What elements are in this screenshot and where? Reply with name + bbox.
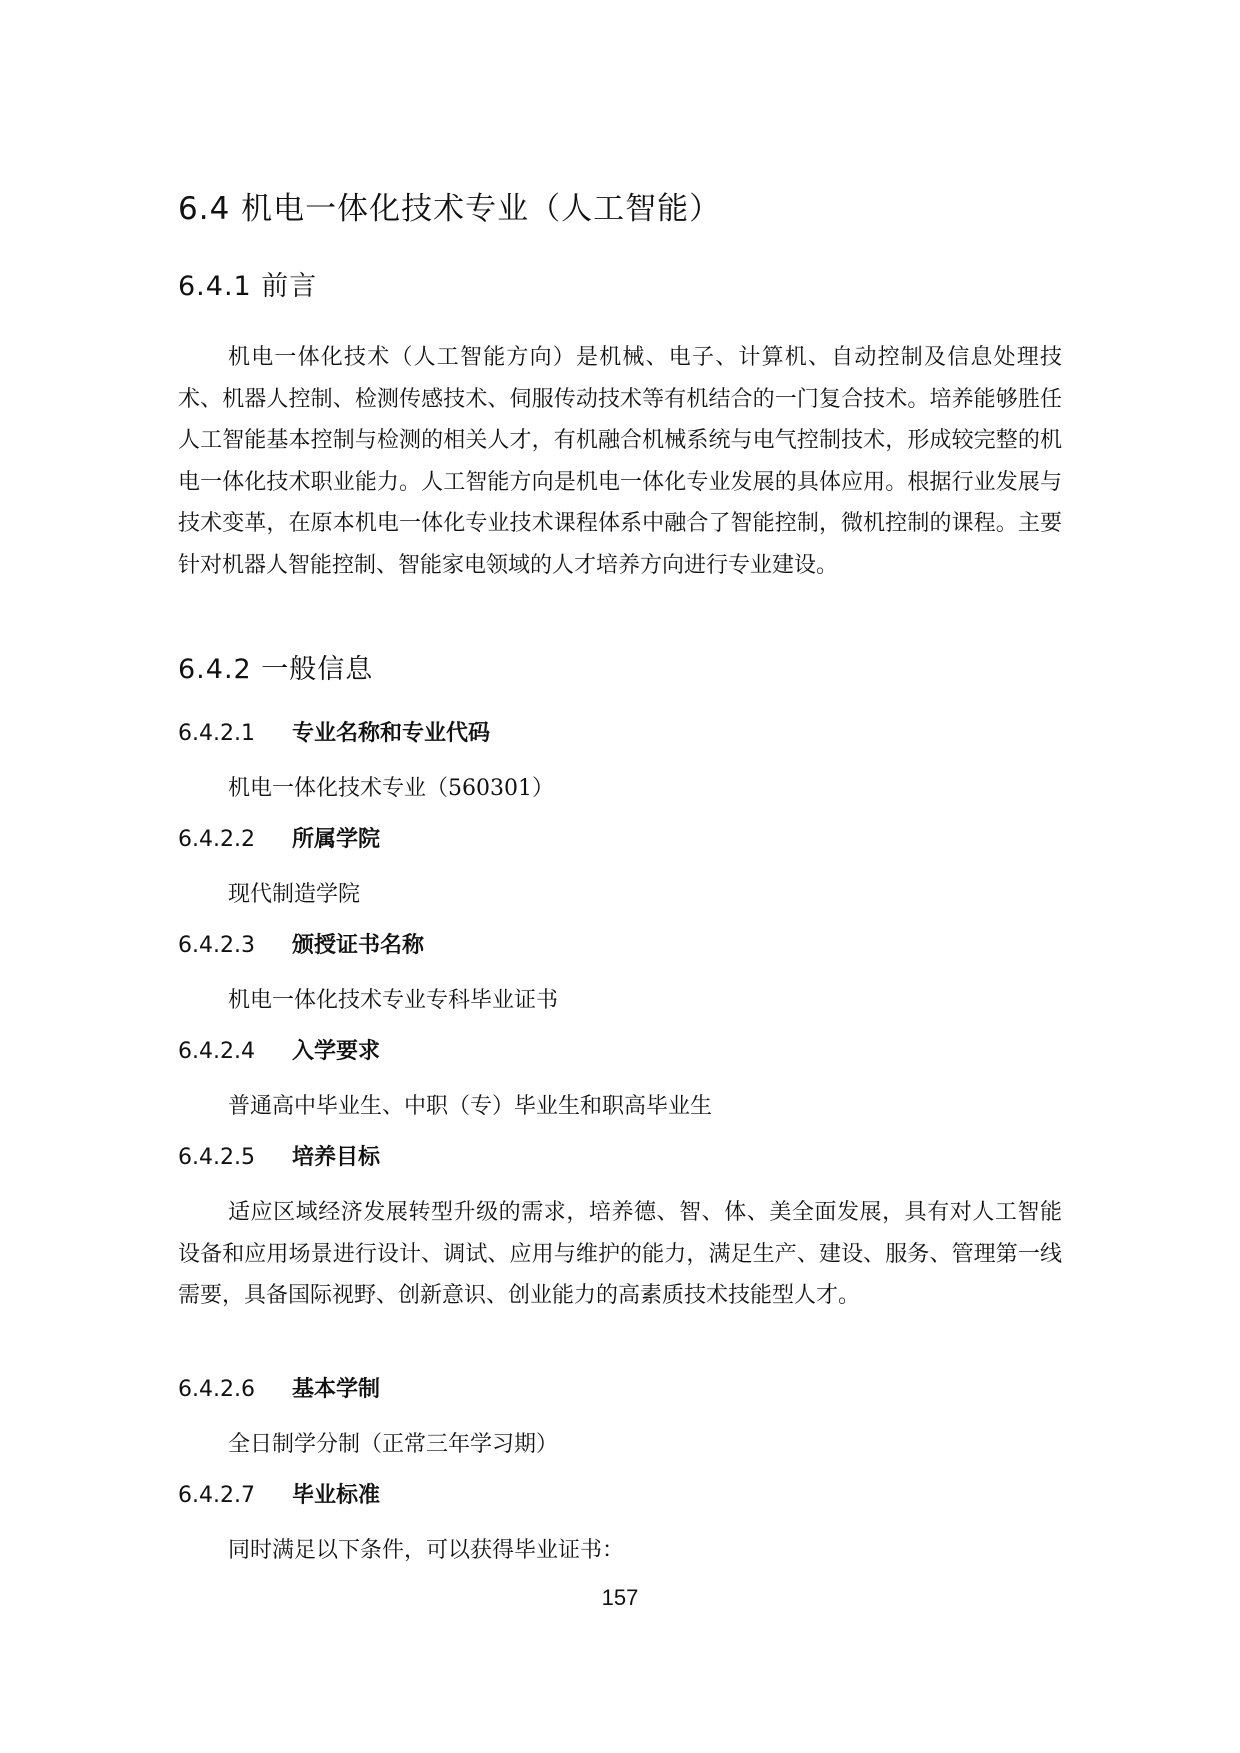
subsection-content: 同时满足以下条件，可以获得毕业证书： (228, 1538, 625, 1563)
subsection-number: 6.4.2.4 (178, 1039, 255, 1064)
subsection-content: 现代制造学院 (228, 882, 361, 907)
subsection-heading (178, 1373, 380, 1407)
subsection-content: 适应区域经济发展转型升级的需求，培养德、智、体、美全面发展，具有对人工智能设备和应用场景进行设计、调试、应用与维护的能力，满足生产、建设、服务、管理第一线需要，具备国际视野、创新意识、创业能力的高素质技术技能型人才。 (178, 1200, 1062, 1309)
subsection-number: 6.4.2.7 (178, 1483, 255, 1508)
preface-paragraph: 机电一体化技术（人工智能方向）是机械、电子、计算机、自动控制及信息处理技术、机器人控制、检测传感技术、伺服传动技术等有机结合的一门复合技术。培养能够胜任人工智能基本控制与检测的相关人才，有机融合机械系统与电气控制技术，形成较完整的机电一体化技术职业能力。人工智能方向是机电一体化专业发展的具体应用。根据行业发展与技术变革，在原本机电一体化专业技术课程体系中融合了智能控制，微机控制的课程。主要针对机器人智能控制、智能家电领域的人才培养方向进行专业建设。 (178, 345, 1062, 578)
page-number: 157 (601, 1585, 639, 1610)
subsection-title: 基本学制 (292, 1377, 381, 1402)
general-info-heading: 6.4.2 一般信息 (178, 654, 374, 685)
subsection-content: 机电一体化技术专业（560301） (228, 776, 554, 801)
section-title: 6.4 机电一体化技术专业（人工智能） (178, 191, 722, 227)
subsection-title: 毕业标准 (292, 1483, 381, 1508)
subsection-number: 6.4.2.6 (178, 1377, 255, 1402)
subsection-title: 入学要求 (292, 1039, 381, 1064)
subsection-heading (178, 823, 380, 857)
subsection-number: 6.4.2.3 (178, 933, 255, 958)
subsection-number: 6.4.2.2 (178, 827, 255, 852)
subsection-number: 6.4.2.5 (178, 1145, 255, 1170)
subsection-heading (178, 1141, 380, 1175)
subsection-number: 6.4.2.1 (178, 721, 255, 746)
subsection-content: 普通高中毕业生、中职（专）毕业生和职高毕业生 (228, 1094, 713, 1119)
preface-heading: 6.4.1 前言 (178, 271, 318, 302)
subsection-heading (178, 717, 490, 751)
subsection-content: 机电一体化技术专业专科毕业证书 (228, 988, 559, 1013)
subsection-heading (178, 1035, 380, 1069)
subsection-title: 所属学院 (292, 827, 381, 852)
subsection-heading (178, 1479, 380, 1513)
subsection-content: 全日制学分制（正常三年学习期） (228, 1432, 559, 1457)
subsection-title: 培养目标 (292, 1145, 381, 1170)
subsection-title: 颁授证书名称 (292, 933, 425, 958)
subsection-heading (178, 929, 424, 963)
subsection-title: 专业名称和专业代码 (292, 721, 491, 746)
